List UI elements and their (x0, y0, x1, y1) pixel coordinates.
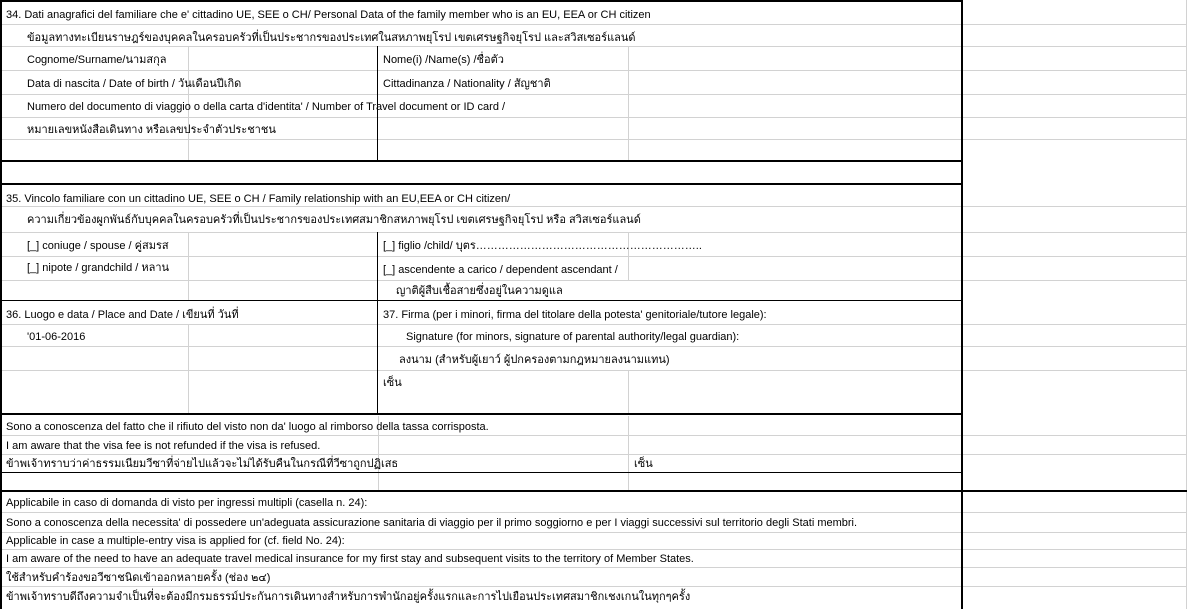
grid-line (0, 435, 1187, 436)
border-line (0, 300, 963, 301)
visa-fee-text-en: I am aware that the visa fee is not refunded if the visa is refused. (6, 440, 321, 452)
signature-section-label: 37. Firma (per i minori, firma del titolare della potesta' genitoriale/tutore legale): (383, 309, 767, 321)
grid-line (0, 586, 1187, 587)
section-34-title: 34. Dati anagrafici del familiare che e' cittadino UE, SEE o CH/ Personal Data of the family member who is an EU, EEA or CH citizen (6, 9, 651, 21)
visa-fee-text-it: Sono a conoscenza del fatto che il rifiuto del visto non da' luogo al rimborso della tassa corrisposta. (6, 421, 489, 433)
section-35-title-th: ความเกี่ยวข้องผูกพันธ์กับบุคคลในครอบครัวที่เป็นประชากรของประเทศสมาชิกสหภาพยุโรป เขตเศรษฐกิจยุโรป หรือ สวิสเซอร์แลนด์ (27, 214, 641, 226)
ascendant-label-th: ญาติผู้สืบเชื้อสายซึ่งอยู่ในความดูแล (396, 285, 563, 297)
multiple-entry-text-en: I am aware of the need to have an adequate travel medical insurance for my first stay and subsequent visits to the territory of Member States. (6, 553, 694, 565)
grid-line (0, 256, 1187, 257)
border-line (0, 183, 963, 185)
multiple-entry-title-th: ใช้สำหรับคำร้องขอวีซาชนิดเข้าออกหลายครั้ง (ช่อง ๒๔) (6, 572, 271, 584)
grandchild-checkbox-label[interactable]: [_] nipote / grandchild / หลาน (27, 262, 170, 274)
grid-line (0, 280, 1187, 281)
grid-line (0, 94, 1187, 95)
travel-document-label: Numero del documento di viaggio o della carta d'identita' / Number of Travel document or ID card / (27, 101, 506, 113)
visa-fee-sign-word: เซ็น (634, 458, 653, 470)
signature-label-th: ลงนาม (สำหรับผู้เยาว์ ผู้ปกครองตามกฎหมายลงนามแทน) (399, 354, 670, 366)
section-35-title: 35. Vincolo familiare con un cittadino UE, SEE o CH / Family relationship with an EU,EEA or CH citizen/ (6, 193, 511, 205)
multiple-entry-text-th: ข้าพเจ้าทราบดีถึงความจำเป็นที่จะต้องมีกรมธรรม์ประกันการเดินทางสำหรับการพำนักอยู่ครั้งแรกและการไปเยือนประเทศสมาชิกเชงเกนในทุกๆครั้ง (6, 591, 691, 603)
grid-line (0, 532, 1187, 533)
grid-line (0, 324, 1187, 325)
grid-line (0, 512, 1187, 513)
visa-fee-text-th: ข้าพเจ้าทราบว่าค่าธรรมเนียมวีซาที่จ่ายไปแล้วจะไม่ได้รับคืนในกรณีที่วีซาถูกปฏิเสธ (6, 458, 399, 470)
grid-line (0, 70, 1187, 71)
grid-line (0, 567, 1187, 568)
spouse-checkbox-label[interactable]: [_] coniuge / spouse / คู่สมรส (27, 240, 169, 252)
grid-line (0, 346, 1187, 347)
grid-line (628, 370, 629, 414)
multiple-entry-title-it: Applicabile in caso di domanda di visto per ingressi multipli (casella n. 24): (6, 497, 368, 509)
signature-label-en: Signature (for minors, signature of parental authority/legal guardian): (406, 331, 740, 343)
multiple-entry-text-it: Sono a conoscenza della necessita' di possedere un'adeguata assicurazione sanitaria di viaggio per il primo soggiorno e per I viaggi successivi sul territorio degli Stati membri. (6, 517, 858, 529)
travel-document-label-th: หมายเลขหนังสือเดินทาง หรือเลขประจำตัวประชาชน (27, 124, 276, 136)
border-line (0, 490, 1187, 492)
signature-sign-word: เซ็น (383, 377, 402, 389)
border-line (377, 300, 378, 414)
border-line (961, 0, 963, 609)
grid-line (628, 46, 629, 161)
grid-line (0, 139, 1187, 140)
grid-line (0, 206, 1187, 207)
grid-line (0, 232, 1187, 233)
border-line (377, 232, 378, 300)
border-line (0, 413, 963, 415)
multiple-entry-title-en: Applicable in case a multiple-entry visa is applied for (cf. field No. 24): (6, 535, 345, 547)
grid-line (0, 24, 1187, 25)
border-line (0, 0, 963, 2)
border-line (0, 472, 963, 473)
place-and-date-label: 36. Luogo e data / Place and Date / เขียนที่ วันที่ (6, 309, 239, 321)
grid-line (0, 117, 1187, 118)
name-label: Nome(i) /Name(s) /ชื่อตัว (383, 54, 504, 66)
date-of-birth-label: Data di nascita / Date of birth / วันเดือนปีเกิด (27, 78, 242, 90)
grid-line (188, 232, 189, 300)
place-date-value[interactable]: '01-06-2016 (27, 331, 86, 343)
section-34-title-th: ข้อมูลทางทะเบียนราษฎร์ของบุคคลในครอบครัวที่เป็นประชากรของประเทศในสหภาพยุโรป เขตเศรษฐกิจยุโรป และสวิสเซอร์แลนด์ (27, 32, 636, 44)
grid-line (0, 454, 1187, 455)
child-checkbox-label[interactable]: [_] figlio /child/ บุตร…………………………………………………….. (383, 240, 702, 252)
border-line (0, 0, 2, 609)
surname-label: Cognome/Surname/นามสกุล (27, 54, 167, 66)
grid-line (0, 370, 1187, 371)
grid-line (0, 549, 1187, 550)
border-line (0, 160, 963, 162)
nationality-label: Cittadinanza / Nationality / สัญชาติ (383, 78, 551, 90)
grid-line (188, 324, 189, 414)
grid-line (0, 46, 1187, 47)
ascendant-checkbox-label[interactable]: [_] ascendente a carico / dependent ascendant / (383, 264, 618, 276)
grid-line (628, 416, 629, 490)
